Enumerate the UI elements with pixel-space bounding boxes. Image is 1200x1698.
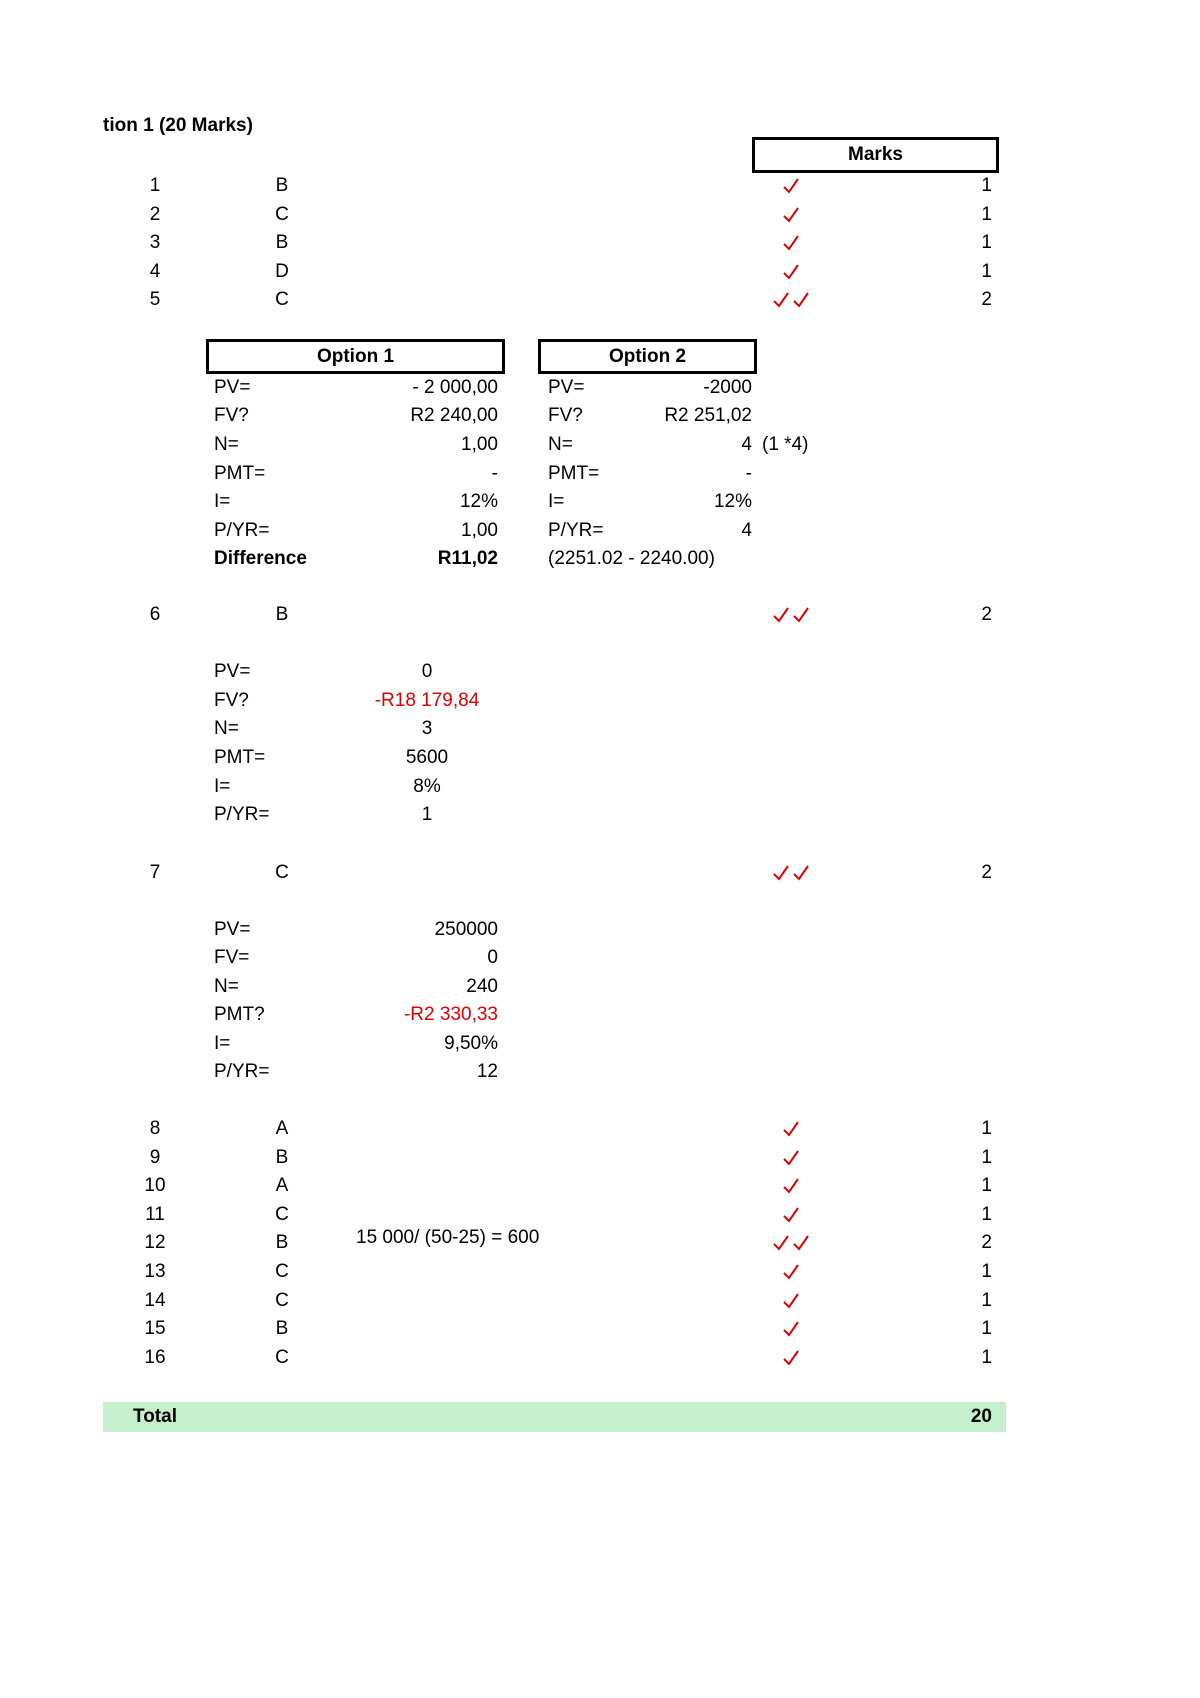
option2-difference-note: (2251.02 - 2240.00) xyxy=(548,548,715,569)
answer-letter: A xyxy=(275,1175,289,1197)
checkmark-icon xyxy=(782,1349,800,1367)
checkmark-icon xyxy=(782,206,800,224)
mark-value: 1 xyxy=(981,1118,992,1139)
q6-value: 3 xyxy=(421,718,433,739)
checkmark-icon xyxy=(792,606,810,624)
section-title: tion 1 (20 Marks) xyxy=(103,115,253,136)
total-bar xyxy=(103,1402,1006,1432)
mark-value: 1 xyxy=(981,1203,992,1225)
q7-value: 9,50% xyxy=(444,1033,498,1054)
question-number: 8 xyxy=(149,1118,161,1139)
checkmark-icon xyxy=(772,291,790,309)
checkmark-icon xyxy=(782,177,800,195)
total-label: Total xyxy=(133,1406,177,1427)
q6-label: FV? xyxy=(214,690,249,711)
checkmark-group xyxy=(782,1177,802,1201)
checkmark-icon xyxy=(792,1234,810,1252)
q6-value: 1 xyxy=(421,804,433,825)
question-number: 16 xyxy=(144,1346,166,1368)
question-number: 15 xyxy=(144,1318,166,1340)
option1-value: 12% xyxy=(459,491,498,512)
answer-letter: B xyxy=(275,1232,289,1254)
answer-letter: C xyxy=(275,203,289,225)
answer-letter: B xyxy=(275,604,289,625)
question-number: 12 xyxy=(144,1232,166,1254)
answer-letter: D xyxy=(275,260,289,282)
mark-value: 1 xyxy=(981,1175,992,1197)
checkmark-group xyxy=(782,234,802,258)
checkmark-group xyxy=(782,177,802,201)
answer-letter: C xyxy=(275,1203,289,1225)
option2-value: R2 251,02 xyxy=(664,405,752,426)
option1-label: N= xyxy=(214,434,239,455)
checkmark-icon xyxy=(782,1149,800,1167)
mark-value: 1 xyxy=(981,175,992,196)
answer-letter: B xyxy=(275,232,289,253)
q6-value: 5600 xyxy=(405,747,449,768)
q7-value: -R2 330,33 xyxy=(403,1004,498,1025)
checkmark-icon xyxy=(782,1320,800,1338)
checkmark-icon xyxy=(782,1177,800,1195)
question-number: 6 xyxy=(149,604,161,625)
q12-working: 15 000/ (50-25) = 600 xyxy=(356,1227,540,1248)
difference-label: Difference xyxy=(214,548,307,569)
answer-letter: B xyxy=(275,1146,289,1168)
option1-header: Option 1 xyxy=(206,339,505,374)
checkmark-group xyxy=(782,206,802,230)
question-number: 1 xyxy=(149,175,161,196)
answer-letter: C xyxy=(275,862,289,883)
q6-label: P/YR= xyxy=(214,804,270,825)
marks-header: Marks xyxy=(752,137,999,173)
option1-label: PV= xyxy=(214,377,251,398)
answer-letter: C xyxy=(275,1289,289,1311)
checkmark-icon xyxy=(782,1263,800,1281)
option2-value: 12% xyxy=(713,491,752,512)
difference-value: R11,02 xyxy=(437,548,498,569)
mark-value: 1 xyxy=(981,1289,992,1311)
checkmark-icon xyxy=(782,234,800,252)
option2-label: I= xyxy=(548,491,565,512)
option1-label: P/YR= xyxy=(214,520,270,541)
total-value: 20 xyxy=(970,1406,992,1427)
checkmark-group xyxy=(782,1349,802,1373)
checkmark-group xyxy=(772,606,812,630)
checkmark-icon xyxy=(772,1234,790,1252)
q7-label: I= xyxy=(214,1033,231,1054)
q7-label: PMT? xyxy=(214,1004,265,1025)
checkmark-group xyxy=(782,1292,802,1316)
checkmark-group xyxy=(782,1263,802,1287)
answer-letter: A xyxy=(275,1118,289,1139)
mark-value: 1 xyxy=(981,1346,992,1368)
option1-value: R2 240,00 xyxy=(410,405,498,426)
checkmark-group xyxy=(772,291,812,315)
checkmark-group xyxy=(772,1234,812,1258)
checkmark-icon xyxy=(772,864,790,882)
checkmark-icon xyxy=(782,1120,800,1138)
q7-value: 12 xyxy=(476,1061,498,1082)
checkmark-group xyxy=(782,1320,802,1344)
q6-label: I= xyxy=(214,776,231,797)
option1-label: FV? xyxy=(214,405,249,426)
mark-value: 2 xyxy=(981,289,992,310)
mark-value: 2 xyxy=(981,1232,992,1254)
mark-value: 1 xyxy=(981,203,992,225)
answer-letter: C xyxy=(275,289,289,310)
option2-value: -2000 xyxy=(703,377,752,398)
checkmark-icon xyxy=(782,1206,800,1224)
question-number: 9 xyxy=(149,1146,161,1168)
option2-label: PV= xyxy=(548,377,585,398)
question-number: 4 xyxy=(149,260,161,282)
q6-label: N= xyxy=(214,718,239,739)
option2-label: P/YR= xyxy=(548,520,604,541)
mark-value: 1 xyxy=(981,1318,992,1340)
answer-letter: B xyxy=(275,175,289,196)
option2-header: Option 2 xyxy=(538,339,757,374)
option2-value: 4 xyxy=(741,434,752,455)
q6-value: 8% xyxy=(413,776,441,797)
option1-value: - xyxy=(491,463,498,484)
option2-label: N= xyxy=(548,434,573,455)
question-number: 11 xyxy=(145,1203,165,1225)
q7-label: N= xyxy=(214,976,239,997)
mark-value: 1 xyxy=(981,232,992,253)
mark-value: 1 xyxy=(981,1261,992,1282)
checkmark-group xyxy=(782,1149,802,1173)
checkmark-icon xyxy=(772,606,790,624)
answer-letter: C xyxy=(275,1261,289,1282)
checkmark-group xyxy=(782,1206,802,1230)
checkmark-group xyxy=(772,864,812,888)
option1-label: PMT= xyxy=(214,463,266,484)
mark-value: 1 xyxy=(981,260,992,282)
checkmark-icon xyxy=(792,291,810,309)
checkmark-group xyxy=(782,263,802,287)
q7-label: P/YR= xyxy=(214,1061,270,1082)
option1-label: I= xyxy=(214,491,231,512)
question-number: 13 xyxy=(144,1261,166,1282)
option2-value: 4 xyxy=(741,520,752,541)
option2-value: - xyxy=(745,463,752,484)
option2-label: FV? xyxy=(548,405,583,426)
option2-label: PMT= xyxy=(548,463,600,484)
question-number: 10 xyxy=(144,1175,166,1197)
question-number: 3 xyxy=(149,232,161,253)
question-number: 2 xyxy=(149,203,161,225)
mark-value: 2 xyxy=(981,862,992,883)
answer-letter: C xyxy=(275,1346,289,1368)
answer-letter: B xyxy=(275,1318,289,1340)
checkmark-icon xyxy=(782,263,800,281)
q6-label: PV= xyxy=(214,661,251,682)
question-number: 7 xyxy=(149,862,161,883)
q6-value: 0 xyxy=(421,661,433,682)
q7-label: FV= xyxy=(214,947,250,968)
q7-label: PV= xyxy=(214,919,251,940)
checkmark-icon xyxy=(782,1292,800,1310)
q7-value: 250000 xyxy=(434,919,498,940)
q7-value: 240 xyxy=(466,976,498,997)
question-number: 5 xyxy=(149,289,161,310)
mark-value: 2 xyxy=(981,604,992,625)
q6-value: -R18 179,84 xyxy=(374,690,480,711)
q7-value: 0 xyxy=(487,947,498,968)
q6-label: PMT= xyxy=(214,747,266,768)
option1-value: 1,00 xyxy=(461,520,498,541)
mark-value: 1 xyxy=(981,1146,992,1168)
option2-n-note: (1 *4) xyxy=(762,434,809,455)
checkmark-group xyxy=(782,1120,802,1144)
question-number: 14 xyxy=(144,1289,166,1311)
checkmark-icon xyxy=(792,864,810,882)
option1-value: 1,00 xyxy=(461,434,498,455)
option1-value: - 2 000,00 xyxy=(412,377,498,398)
